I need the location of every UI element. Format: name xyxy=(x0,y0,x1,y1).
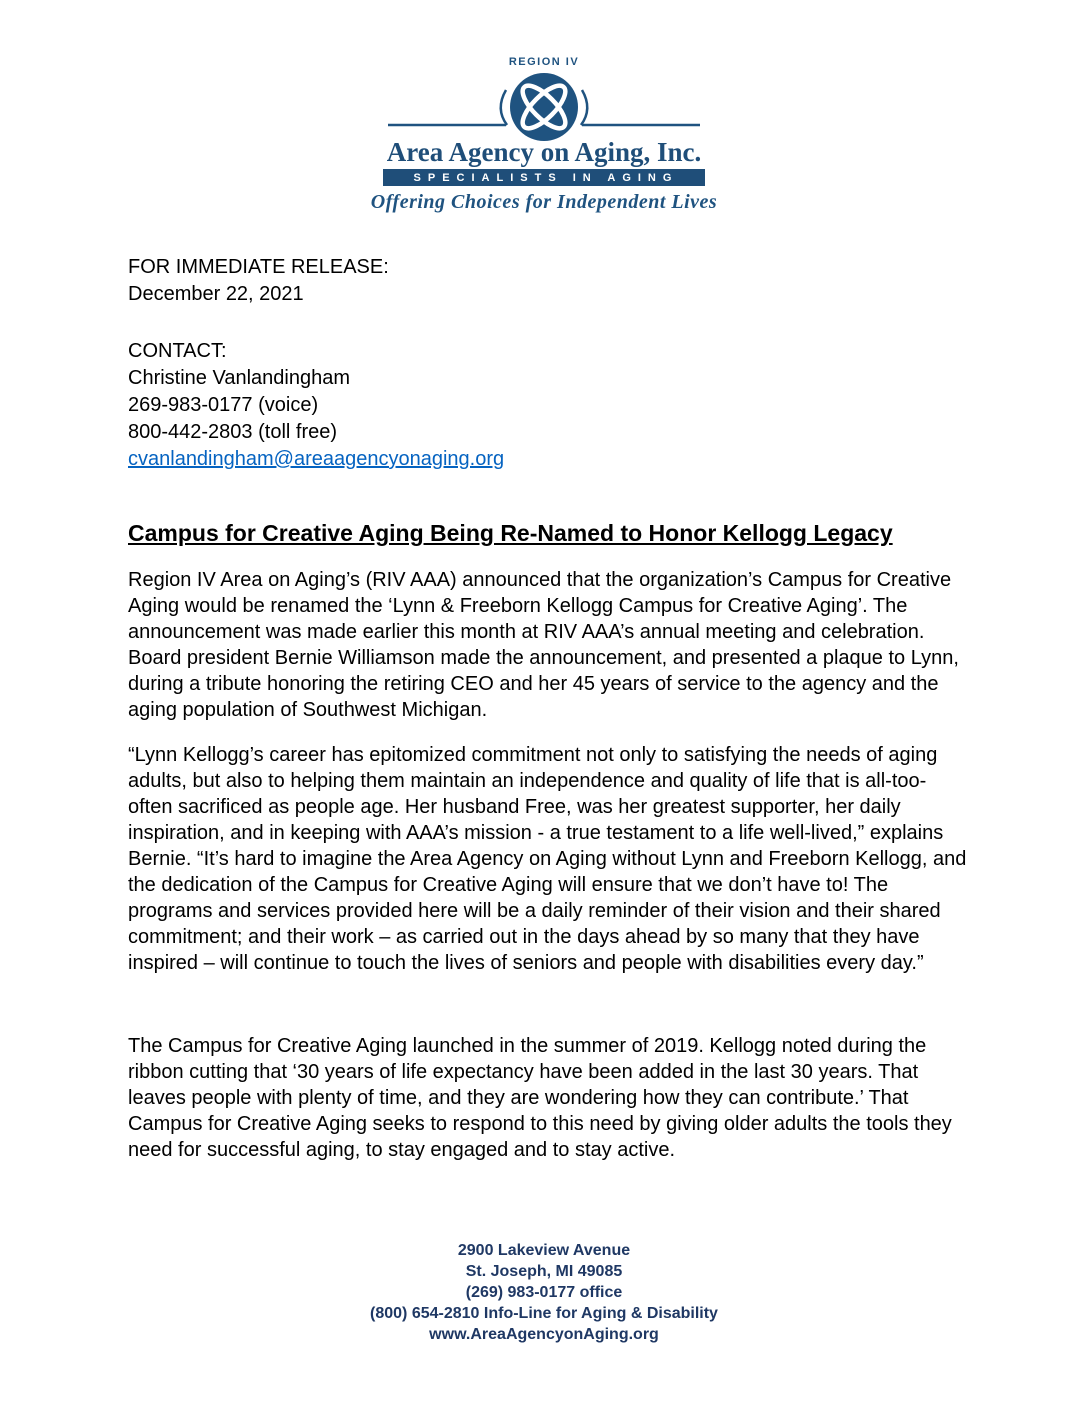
region-label: REGION IV xyxy=(508,56,580,68)
org-logo xyxy=(0,56,1088,214)
footer-address-line2: St. Joseph, MI 49085 xyxy=(465,1263,623,1280)
paragraph-3: The Campus for Creative Aging launched in the summer of 2019. Kellogg noted during the ribbon cutting that ‘30 years of life expectancy have been added in the last 30 years. That leaves people with plenty of time, and they are wondering how they can contribute.’ That Campus for Creative Aging seeks to respond to this need by giving older adults the tools they need for successful aging, to stay engaged and to stay active. xyxy=(128,1035,952,1161)
release-date: December 22, 2021 xyxy=(128,283,304,305)
specialists-banner: SPECIALISTS IN AGING xyxy=(383,169,705,186)
paragraph-2: “Lynn Kellogg’s career has epitomized commitment not only to satisfying the needs of aging adults, but also to helping them maintain an independence and quality of life that is all-too-often sacrificed as people age. Her husband Free, was her greatest supporter, her daily inspiration, and in keeping with AAA’s mission - a true testament to a life well-lived,” explains Bernie. “It’s hard to imagine the Area Agency on Aging without Lynn and Freeborn Kellogg, and the dedication of the Campus for Creative Aging will ensure that we don’t have to! The programs and services provided here will be a daily reminder of their vision and their shared commitment; and their work – as carried out in the days ahead by so many that they have inspired – will continue to touch the lives of seniors and people with disabilities every day.” xyxy=(128,744,967,974)
contact-phone-voice: 269-983-0177 (voice) xyxy=(128,394,319,416)
contact-email-link[interactable]: cvanlandingham@areaagencyonaging.org xyxy=(128,448,505,470)
page-footer xyxy=(0,1240,1088,1345)
org-name: Area Agency on Aging, Inc. xyxy=(386,137,702,167)
contact-block xyxy=(128,338,968,473)
footer-address-line1: 2900 Lakeview Avenue xyxy=(457,1242,631,1259)
release-label: FOR IMMEDIATE RELEASE: xyxy=(128,256,389,278)
footer-phone-office: (269) 983-0177 office xyxy=(465,1284,623,1301)
contact-label: CONTACT: xyxy=(128,340,227,362)
release-block xyxy=(128,254,968,308)
contact-name: Christine Vanlandingham xyxy=(128,367,350,389)
headline: Campus for Creative Aging Being Re-Named to Honor Kellogg Legacy xyxy=(128,520,893,546)
logo-tagline: Offering Choices for Independent Lives xyxy=(370,191,718,213)
contact-phone-tollfree: 800-442-2803 (toll free) xyxy=(128,421,338,443)
footer-phone-infoline: (800) 654-2810 Info-Line for Aging & Disability xyxy=(370,1305,718,1322)
footer-website-link: www.AreaAgencyonAging.org xyxy=(429,1326,659,1343)
paragraph-1: Region IV Area on Aging’s (RIV AAA) announced that the organization’s Campus for Creative Aging would be renamed the ‘Lynn & Freeborn Kellogg Campus for Creative Aging’. The announcement was made earlier this month at RIV AAA’s annual meeting and celebration. Board president Bernie Williamson made the announcement, and presented a plaque to Lynn, during a tribute honoring the retiring CEO and her 45 years of service to the agency and the aging population of Southwest Michigan. xyxy=(128,569,959,721)
